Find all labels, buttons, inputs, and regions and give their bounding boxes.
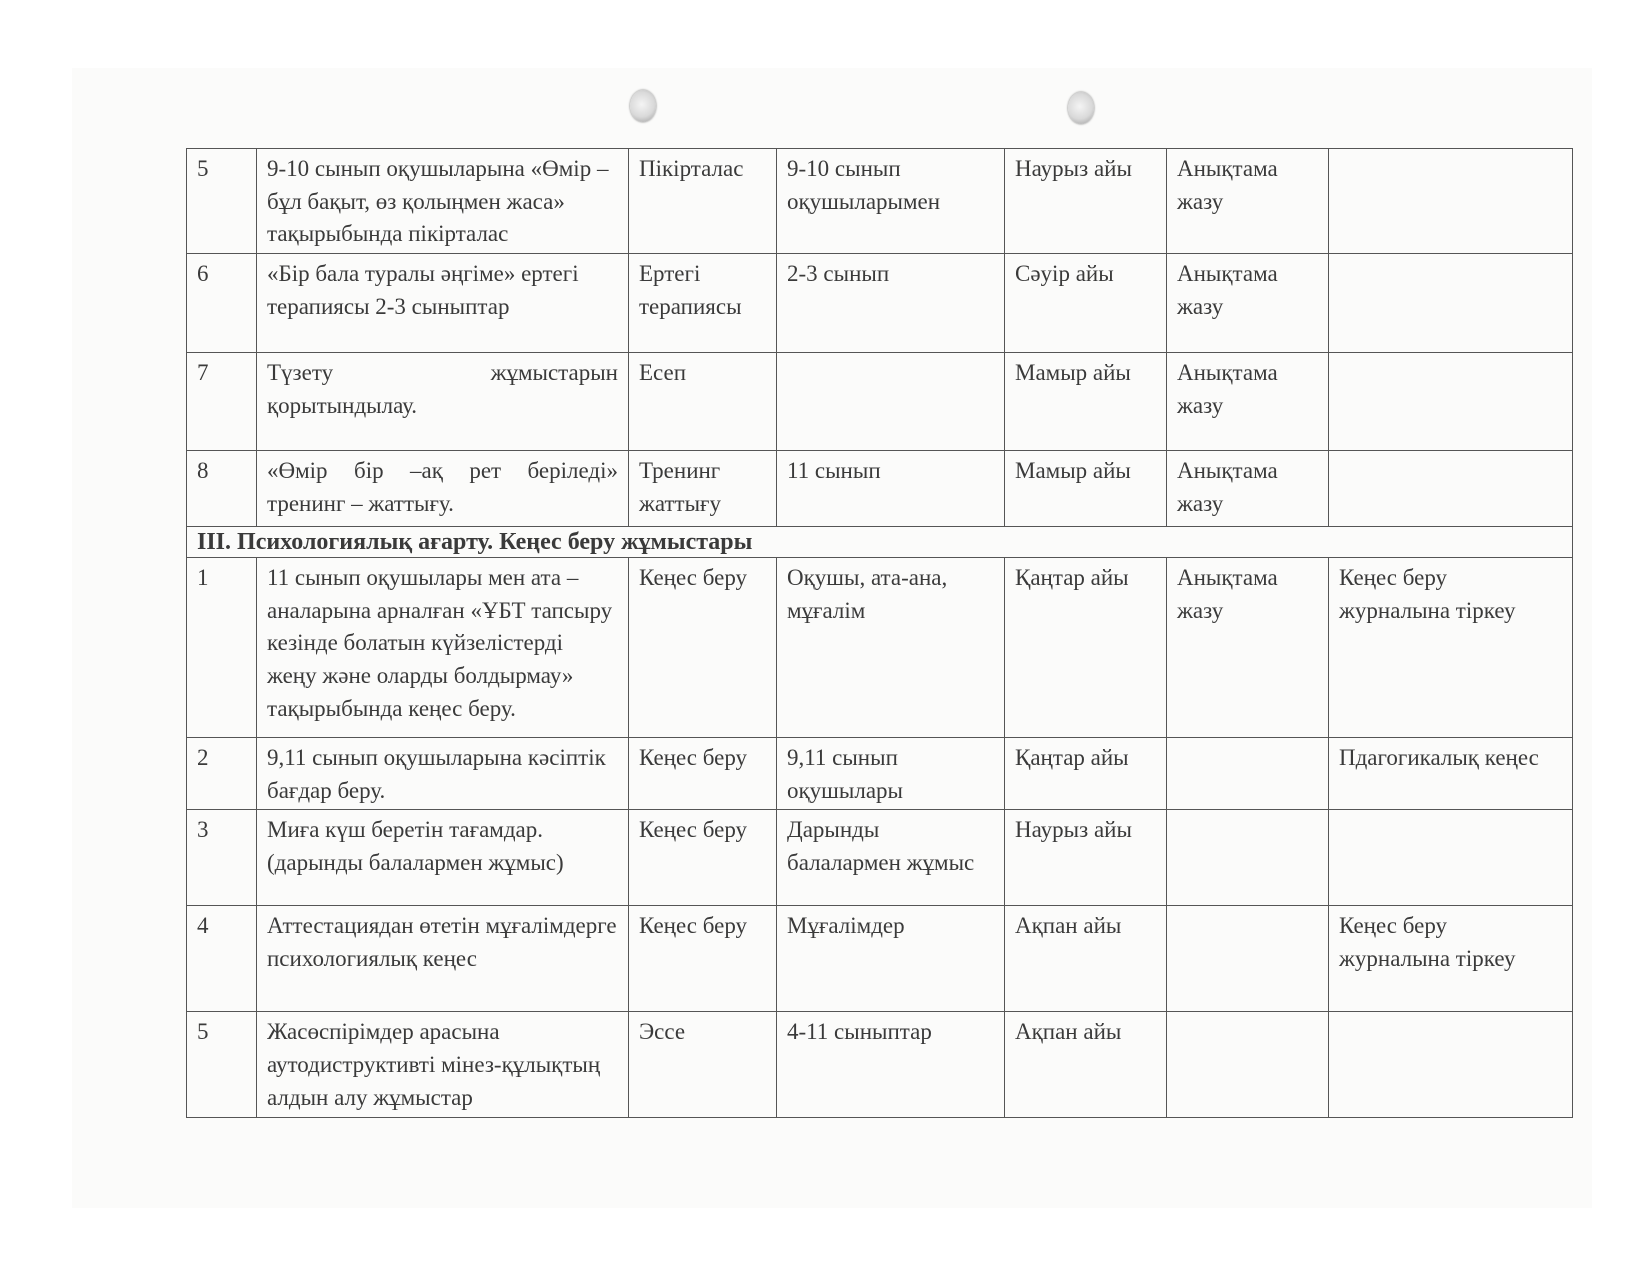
table-row [187, 557, 1573, 737]
row-time: Ақпан айы [1005, 906, 1167, 1012]
row-number: 2 [187, 737, 257, 809]
row-audience: 2-3 сынып [777, 253, 1005, 352]
row-time: Қаңтар айы [1005, 737, 1167, 809]
row-note [1329, 352, 1573, 450]
row-content: «Бір бала туралы әңгіме» ертегі терапиясы 2-3 сыныптар [257, 253, 629, 352]
table-row [187, 1012, 1573, 1118]
row-audience: 4-11 сыныптар [777, 1012, 1005, 1118]
row-result: Анықтама жазу [1167, 352, 1329, 450]
table-row [187, 149, 1573, 254]
row-content: Аттестациядан өтетін мұғалімдерге психологиялық кеңес [257, 906, 629, 1012]
section-title: III. Психологиялық ағарту. Кеңес беру жұмыстары [187, 526, 1573, 557]
row-result [1167, 1012, 1329, 1118]
row-result [1167, 810, 1329, 906]
row-audience: 9,11 сынып оқушылары [777, 737, 1005, 809]
table-row [187, 253, 1573, 352]
row-form: Пікірталас [629, 149, 777, 254]
row-number: 5 [187, 149, 257, 254]
punch-hole-right [1068, 92, 1094, 124]
row-number: 3 [187, 810, 257, 906]
row-note: Кеңес беру журналына тіркеу [1329, 557, 1573, 737]
table-row [187, 450, 1573, 526]
row-content [257, 352, 629, 450]
row-time: Сәуір айы [1005, 253, 1167, 352]
row-note [1329, 810, 1573, 906]
row-number: 4 [187, 906, 257, 1012]
row-time: Мамыр айы [1005, 450, 1167, 526]
row-result [1167, 737, 1329, 809]
row-content: 9-10 сынып оқушыларына «Өмір – бұл бақыт, өз қолыңмен жаса» тақырыбында пікірталас [257, 149, 629, 254]
work-plan-table [186, 148, 1573, 1118]
row-audience: Дарынды балалармен жұмыс [777, 810, 1005, 906]
row-time: Наурыз айы [1005, 149, 1167, 254]
table-row [187, 737, 1573, 809]
row-number: 7 [187, 352, 257, 450]
row-note [1329, 149, 1573, 254]
row-time: Ақпан айы [1005, 1012, 1167, 1118]
row-number: 1 [187, 557, 257, 737]
row-audience: Оқушы, ата-ана, мұғалім [777, 557, 1005, 737]
row-form: Кеңес беру [629, 557, 777, 737]
row-content-line1: «Өмір бір –ақ рет беріледі» [267, 457, 618, 483]
row-audience: 11 сынып [777, 450, 1005, 526]
row-audience: 9-10 сынып оқушыларымен [777, 149, 1005, 254]
row-form: Кеңес беру [629, 737, 777, 809]
row-note: Кеңес беру журналына тіркеу [1329, 906, 1573, 1012]
row-number: 6 [187, 253, 257, 352]
row-note [1329, 253, 1573, 352]
row-content-line2: қорытындылау. [267, 392, 418, 418]
row-note [1329, 450, 1573, 526]
row-content-line2: тренинг – жаттығу. [267, 490, 454, 516]
row-content: 9,11 сынып оқушыларына кәсіптік бағдар беру. [257, 737, 629, 809]
row-content: 11 сынып оқушылары мен ата – аналарына арналған «ҰБТ тапсыру кезінде болатын күйзелістерді жеңу және оларды болдырмау» тақырыбында кеңес беру. [257, 557, 629, 737]
row-result: Анықтама жазу [1167, 253, 1329, 352]
row-time: Мамыр айы [1005, 352, 1167, 450]
row-number: 5 [187, 1012, 257, 1118]
row-content-line1: Түзету жұмыстарын [267, 359, 618, 385]
row-form: Тренинг жаттығу [629, 450, 777, 526]
row-content [257, 450, 629, 526]
row-form: Ертегі терапиясы [629, 253, 777, 352]
row-content: Миға күш беретін тағамдар. (дарынды балалармен жұмыс) [257, 810, 629, 906]
row-time: Қаңтар айы [1005, 557, 1167, 737]
row-audience: Мұғалімдер [777, 906, 1005, 1012]
row-audience [777, 352, 1005, 450]
table-row [187, 810, 1573, 906]
row-result: Анықтама жазу [1167, 557, 1329, 737]
row-result: Анықтама жазу [1167, 149, 1329, 254]
row-result: Анықтама жазу [1167, 450, 1329, 526]
row-form: Кеңес беру [629, 906, 777, 1012]
row-result [1167, 906, 1329, 1012]
row-form: Эссе [629, 1012, 777, 1118]
row-note: Пдагогикалық кеңес [1329, 737, 1573, 809]
punch-hole-left [630, 90, 656, 122]
row-number: 8 [187, 450, 257, 526]
table-row [187, 352, 1573, 450]
table-row [187, 906, 1573, 1012]
row-time: Наурыз айы [1005, 810, 1167, 906]
section-heading-row [187, 526, 1573, 557]
row-form: Есеп [629, 352, 777, 450]
row-form: Кеңес беру [629, 810, 777, 906]
row-content: Жасөспірімдер арасына аутодиструктивті мінез-құлықтың алдын алу жұмыстар [257, 1012, 629, 1118]
row-note [1329, 1012, 1573, 1118]
